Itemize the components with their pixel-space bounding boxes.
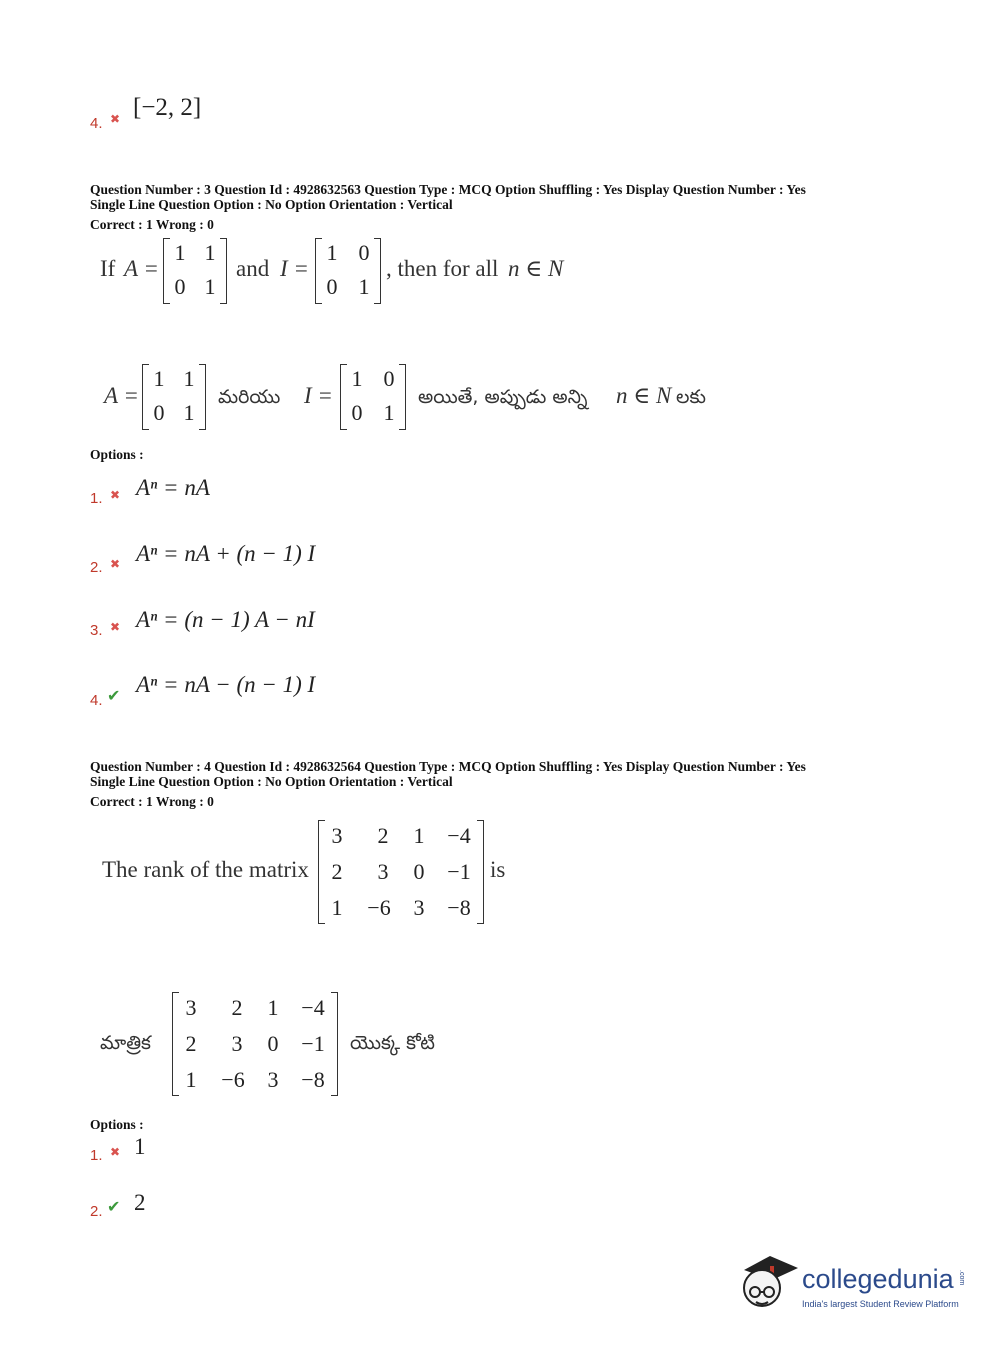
matrix-cell: 2 [231,995,243,1020]
matrix-cell: 0 [326,274,338,299]
q4-matrix [318,820,484,924]
matrix-cell: 0 [351,400,363,425]
matrix-cell: 3 [267,1067,279,1092]
matrix-cell: 1 [413,823,425,848]
option-number: 1. [90,490,103,507]
matrix-cell: 1 [174,240,186,265]
matrix-cell: 0 [413,859,425,884]
option-number: 3. [90,622,103,639]
brand-suffix: .com [958,1270,965,1286]
q3-score: Correct : 1 Wrong : 0 [90,217,214,232]
q3-te-suffix: లకు [676,386,706,408]
check-icon: ✔ [107,686,121,705]
matrix-cell: 1 [267,995,279,1020]
option-text: Aⁿ = nA [136,475,210,500]
q3-te-tail: అయితే, అప్పుడు అన్ని [418,386,588,408]
q3-a-eq: A = [124,256,159,281]
bracket-right [331,992,338,1096]
prev-option-4-number: 4. [90,115,103,132]
option-number: 2. [90,559,103,576]
matrix-cell: 2 [331,859,343,884]
matrix-cell: 1 [331,895,343,920]
q3-te-set: n ∈ N [616,383,672,408]
matrix-cell: 1 [204,240,216,265]
option-number: 1. [90,1147,103,1164]
matrix-cell: 1 [183,400,195,425]
matrix-cell: −8 [447,895,471,920]
q3-set: n ∈ N [508,256,564,281]
matrix-cell: −4 [447,823,471,848]
q3-tail: , then for all [386,256,499,281]
cross-icon: ✖ [110,1145,121,1159]
q4-meta-line2: Single Line Question Option : No Option Orientation : Vertical [90,774,453,789]
matrix-cell: −6 [367,895,391,920]
q3-te-matrix-i [340,364,406,430]
q4-suffix: is [490,857,506,882]
q3-te-a-eq: A = [104,383,139,408]
matrix-cell: 0 [153,400,165,425]
matrix-cell: −6 [221,1067,245,1092]
q4-te-prefix: మాత్రిక [100,1032,151,1054]
option-text: 2 [134,1190,146,1215]
brand-tagline: India's largest Student Review Platform [802,1299,959,1309]
q3-if: If [100,256,116,281]
cross-icon: ✖ [110,112,121,126]
matrix-cell: 0 [174,274,186,299]
q3-i-eq: I = [280,256,309,281]
collegedunia-logo[interactable] [740,1248,970,1318]
matrix-cell: −8 [301,1067,325,1092]
q3-and: and [236,256,270,281]
matrix-cell: 1 [185,1067,197,1092]
cross-icon: ✖ [110,488,121,502]
matrix-cell: 3 [377,859,389,884]
cross-icon: ✖ [110,620,121,634]
q3-te-and: మరియు [218,386,281,408]
q3-matrix-i [315,238,381,304]
bracket-right [477,820,484,924]
q3-meta-line1: Question Number : 3 Question Id : 4928632563 Question Type : MCQ Option Shuffling : Yes Display Question Number : Yes [90,182,806,197]
matrix-cell: 1 [358,274,370,299]
q4-options-label: Options : [90,1117,144,1132]
check-icon: ✔ [107,1197,121,1216]
matrix-cell: 2 [377,823,389,848]
matrix-cell: −1 [301,1031,325,1056]
matrix-cell: 0 [383,366,395,391]
q3-meta-line2: Single Line Question Option : No Option Orientation : Vertical [90,197,453,212]
q3-te-matrix-a [142,364,206,430]
matrix-cell: 1 [383,400,395,425]
matrix-cell: −4 [301,995,325,1020]
matrix-cell: 2 [185,1031,197,1056]
brand-name: collegedunia [802,1264,954,1294]
q4-score: Correct : 1 Wrong : 0 [90,794,214,809]
matrix-cell: 1 [153,366,165,391]
q4-te-matrix [172,992,338,1096]
q4-prefix: The rank of the matrix [102,857,309,882]
q4-te-suffix: యొక్క కోటి [350,1032,435,1054]
matrix-cell: 3 [185,995,197,1020]
q3-options-label: Options : [90,447,144,462]
cross-icon: ✖ [110,557,121,571]
matrix-cell: 3 [413,895,425,920]
matrix-cell: 1 [204,274,216,299]
matrix-cell: 0 [358,240,370,265]
option-text: Aⁿ = (n − 1) A − nI [136,607,315,632]
option-number: 4. [90,692,103,709]
prev-option-4-text: [−2, 2] [133,94,202,121]
mascot-icon [740,1248,802,1314]
q3-matrix-a [163,238,227,304]
matrix-cell: 1 [326,240,338,265]
matrix-cell: 1 [351,366,363,391]
q4-meta-line1: Question Number : 4 Question Id : 4928632564 Question Type : MCQ Option Shuffling : Yes Display Question Number : Yes [90,759,806,774]
matrix-cell: −1 [447,859,471,884]
matrix-cell: 3 [231,1031,243,1056]
option-text: Aⁿ = nA − (n − 1) I [136,672,316,697]
q3-te-i-eq: I = [304,383,333,408]
matrix-cell: 3 [331,823,343,848]
matrix-cell: 1 [183,366,195,391]
option-text: 1 [134,1134,146,1159]
option-number: 2. [90,1203,103,1220]
option-text: Aⁿ = nA + (n − 1) I [136,541,316,566]
matrix-cell: 0 [267,1031,279,1056]
